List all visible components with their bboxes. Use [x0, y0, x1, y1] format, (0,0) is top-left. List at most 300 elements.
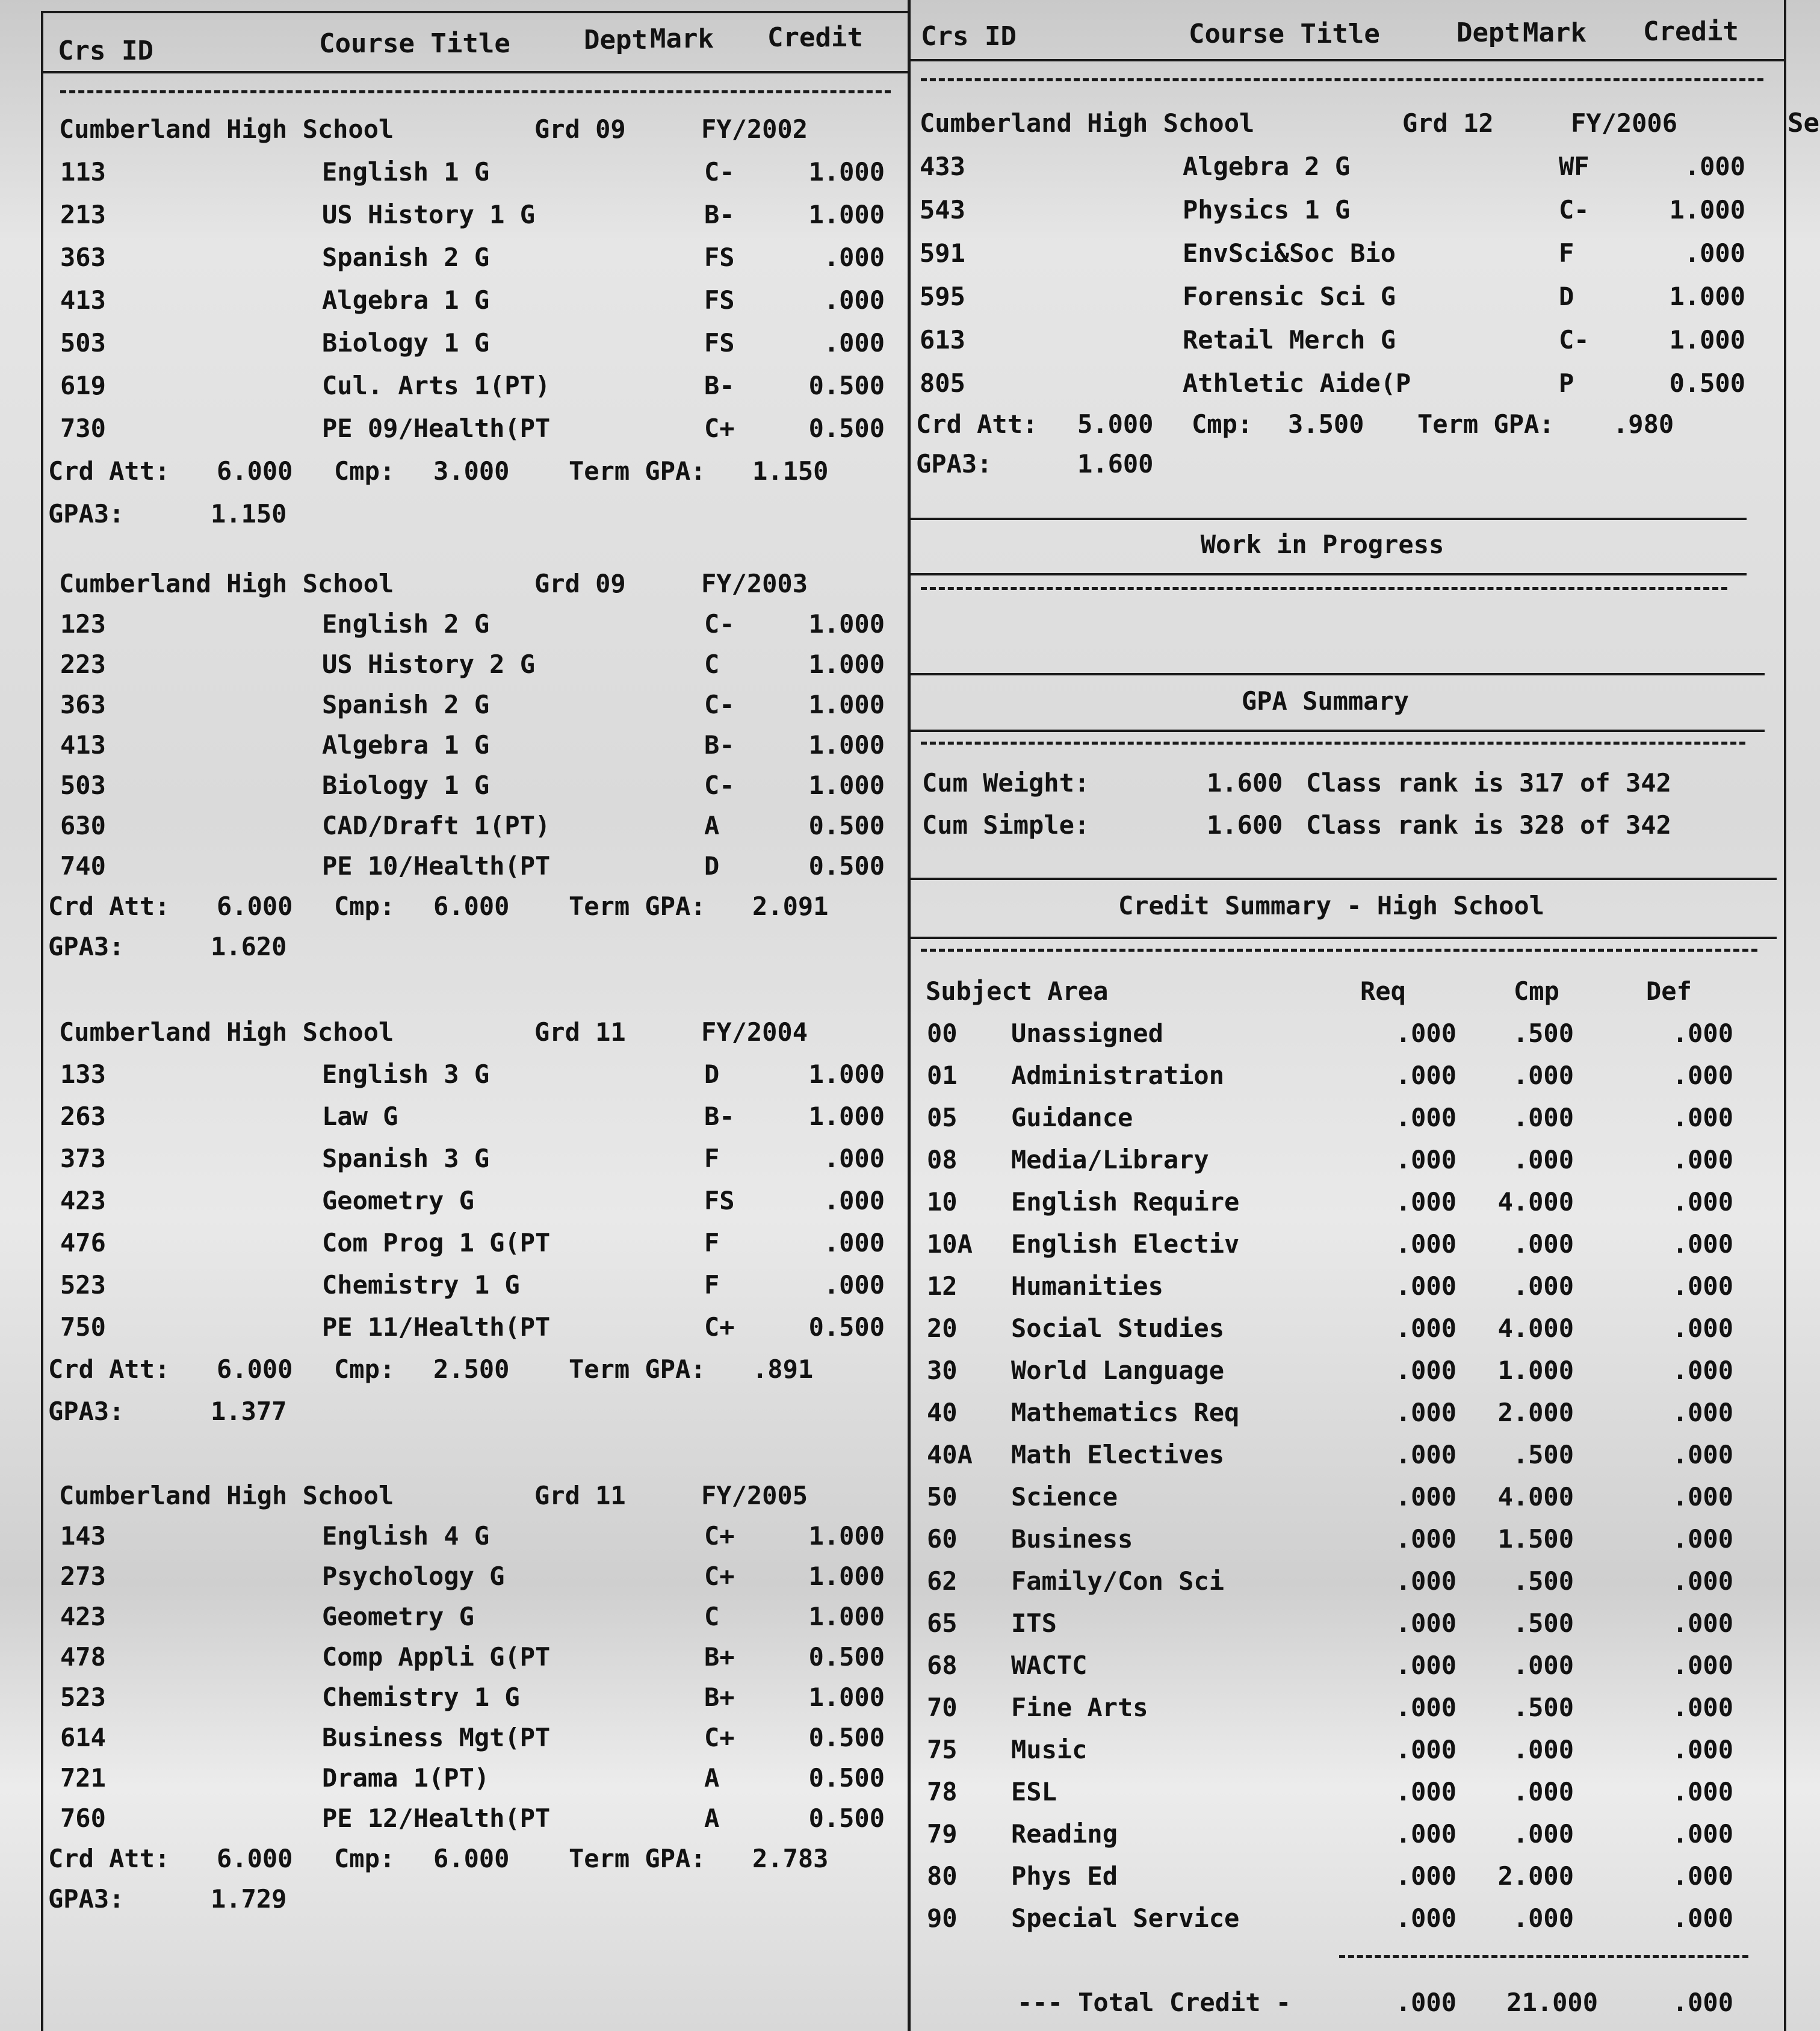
course-credit: 1.000: [808, 1561, 885, 1591]
course-id: 523: [60, 1682, 106, 1712]
term-gpa3: 1.150: [211, 499, 287, 529]
course-credit: 1.000: [808, 730, 885, 760]
course-mark: C-: [1559, 325, 1589, 355]
course-mark: P: [1559, 368, 1574, 398]
credit-row-name: Reading: [1011, 1819, 1118, 1849]
wip-title: Work in Progress: [1200, 530, 1444, 559]
header-credit-right: Credit: [1643, 16, 1739, 47]
term-school: Cumberland High School: [920, 108, 1255, 138]
course-credit: 1.000: [1669, 282, 1745, 311]
credit-row-cmp: .500: [1512, 1440, 1574, 1469]
credit-row-code: 78: [927, 1777, 958, 1806]
credit-row-req: .000: [1395, 1903, 1456, 1933]
credit-row-def: .000: [1672, 1777, 1733, 1806]
course-mark: C: [704, 650, 720, 679]
gpa-dash-rule: [921, 742, 1745, 745]
credit-row-req: .000: [1395, 1313, 1456, 1343]
credit-row-def: .000: [1672, 1145, 1733, 1174]
term-year: FY/2003: [701, 569, 808, 598]
credit-row-def: .000: [1672, 1440, 1733, 1469]
term-gpa: .980: [1613, 409, 1674, 439]
credit-row-name: WACTC: [1011, 1651, 1088, 1680]
term-crd-att: 6.000: [217, 1844, 293, 1873]
course-title: Chemistry 1 G: [322, 1270, 520, 1300]
course-title: Business Mgt(PT: [322, 1723, 551, 1752]
credit-row-code: 12: [927, 1271, 958, 1301]
course-mark: F: [704, 1270, 720, 1300]
course-mark: C+: [704, 1723, 735, 1752]
credit-row-name: Guidance: [1011, 1103, 1133, 1132]
course-title: Psychology G: [322, 1561, 505, 1591]
term-gpa3: 1.729: [211, 1884, 287, 1914]
course-title: Biology 1 G: [322, 328, 490, 358]
term-gpa-label: Term GPA:: [569, 1844, 706, 1873]
credit-row-def: .000: [1672, 1061, 1733, 1090]
left-header-top-rule: [41, 11, 908, 13]
credit-row-req: .000: [1395, 1651, 1456, 1680]
term-gpa: 1.150: [752, 456, 829, 486]
term-year: FY/2006: [1571, 108, 1678, 138]
course-title: PE 09/Health(PT: [322, 414, 551, 443]
course-id: 630: [60, 811, 106, 840]
course-credit: 1.000: [808, 771, 885, 800]
gpa-bottom-rule: [910, 730, 1765, 732]
course-credit: 1.000: [808, 690, 885, 719]
course-title: PE 10/Health(PT: [322, 851, 551, 881]
credit-row-def: .000: [1672, 1903, 1733, 1933]
course-mark: D: [704, 851, 720, 881]
course-credit: .000: [823, 328, 885, 358]
course-title: Drama 1(PT): [322, 1763, 490, 1793]
gpa-row-rank: Class rank is 328 of 342: [1306, 810, 1671, 840]
course-credit: 0.500: [808, 1763, 885, 1793]
left-border: [41, 11, 43, 2031]
credit-col-req: Req: [1360, 976, 1406, 1006]
credit-row-name: ITS: [1011, 1608, 1057, 1638]
course-id: 503: [60, 771, 106, 800]
credit-row-code: 40A: [927, 1440, 973, 1469]
credit-row-code: 10: [927, 1187, 958, 1217]
term-grade: Grd 09: [534, 114, 626, 144]
credit-row-name: Business: [1011, 1524, 1133, 1554]
term-school: Cumberland High School: [59, 1017, 394, 1047]
credit-total-req: .000: [1395, 1988, 1456, 2017]
course-credit: 0.500: [808, 1803, 885, 1833]
credit-row-def: .000: [1672, 1651, 1733, 1680]
credit-total-cmp: 21.000: [1506, 1988, 1598, 2017]
term-year: FY/2005: [701, 1481, 808, 1510]
credit-row-cmp: 1.500: [1497, 1524, 1574, 1554]
course-credit: .000: [823, 1144, 885, 1173]
course-mark: B+: [704, 1642, 735, 1672]
credit-row-def: .000: [1672, 1398, 1733, 1427]
course-title: Spanish 2 G: [322, 690, 490, 719]
course-mark: C-: [704, 771, 735, 800]
right-edge-fragment: Se: [1788, 108, 1819, 138]
course-credit: 1.000: [808, 1682, 885, 1712]
course-mark: D: [1559, 282, 1574, 311]
credit-row-code: 40: [927, 1398, 958, 1427]
credit-summary-title: Credit Summary - High School: [1118, 891, 1544, 920]
course-mark: B-: [704, 371, 735, 400]
credit-row-name: Social Studies: [1011, 1313, 1225, 1343]
term-gpa: .891: [752, 1354, 814, 1384]
term-gpa3: 1.600: [1077, 449, 1154, 479]
credit-col-subject: Subject Area: [926, 976, 1109, 1006]
credit-row-cmp: 4.000: [1497, 1313, 1574, 1343]
credit-row-name: Music: [1011, 1735, 1088, 1764]
course-credit: 1.000: [808, 609, 885, 639]
course-id: 363: [60, 243, 106, 272]
course-mark: FS: [704, 243, 735, 272]
course-title: English 4 G: [322, 1521, 490, 1551]
credit-row-code: 20: [927, 1313, 958, 1343]
gpa-row-value: 1.600: [1207, 768, 1283, 798]
course-credit: 0.500: [808, 1642, 885, 1672]
course-credit: 0.500: [808, 1312, 885, 1342]
course-title: English 1 G: [322, 157, 490, 187]
course-title: PE 12/Health(PT: [322, 1803, 551, 1833]
course-title: Algebra 2 G: [1183, 152, 1351, 181]
credit-col-cmp: Cmp: [1514, 976, 1559, 1006]
course-mark: A: [704, 1803, 720, 1833]
credit-row-def: .000: [1672, 1482, 1733, 1512]
center-divider: [908, 0, 911, 2031]
course-title: Geometry G: [322, 1186, 474, 1215]
credit-row-req: .000: [1395, 1229, 1456, 1259]
course-credit: .000: [823, 1270, 885, 1300]
course-mark: D: [704, 1059, 720, 1089]
course-title: Spanish 3 G: [322, 1144, 490, 1173]
term-gpa3: 1.377: [211, 1397, 287, 1426]
course-id: 423: [60, 1602, 106, 1631]
credit-row-req: .000: [1395, 1566, 1456, 1596]
term-gpa: 2.091: [752, 891, 829, 921]
course-mark: A: [704, 1763, 720, 1793]
course-id: 595: [920, 282, 965, 311]
course-title: Spanish 2 G: [322, 243, 490, 272]
credit-row-code: 68: [927, 1651, 958, 1680]
credit-row-name: Special Service: [1011, 1903, 1240, 1933]
course-id: 223: [60, 650, 106, 679]
course-title: Chemistry 1 G: [322, 1682, 520, 1712]
credit-row-cmp: .000: [1512, 1819, 1574, 1849]
gpa-row-value: 1.600: [1207, 810, 1283, 840]
credit-row-req: .000: [1395, 1019, 1456, 1048]
credit-row-name: Family/Con Sci: [1011, 1566, 1225, 1596]
credit-row-def: .000: [1672, 1187, 1733, 1217]
course-id: 760: [60, 1803, 106, 1833]
course-id: 740: [60, 851, 106, 881]
wip-dash-rule: [921, 587, 1727, 590]
credit-row-name: Humanities: [1011, 1271, 1163, 1301]
credit-row-code: 80: [927, 1861, 958, 1891]
course-credit: .000: [823, 243, 885, 272]
credit-row-code: 05: [927, 1103, 958, 1132]
credit-row-req: .000: [1395, 1398, 1456, 1427]
course-id: 433: [920, 152, 965, 181]
credit-row-def: .000: [1672, 1313, 1733, 1343]
gpa-top-rule: [910, 673, 1765, 675]
term-grade: Grd 11: [534, 1481, 626, 1510]
course-credit: 1.000: [808, 1102, 885, 1131]
term-gpa3-label: GPA3:: [48, 932, 125, 961]
course-title: Biology 1 G: [322, 771, 490, 800]
course-credit: 1.000: [1669, 325, 1745, 355]
credit-row-req: .000: [1395, 1103, 1456, 1132]
credit-row-code: 10A: [927, 1229, 973, 1259]
credit-row-name: Math Electives: [1011, 1440, 1225, 1469]
term-crd-att: 6.000: [217, 456, 293, 486]
course-mark: C+: [704, 1312, 735, 1342]
course-title: Algebra 1 G: [322, 285, 490, 315]
credit-row-code: 50: [927, 1482, 958, 1512]
course-mark: C-: [704, 690, 735, 719]
course-mark: C-: [704, 609, 735, 639]
credit-row-def: .000: [1672, 1735, 1733, 1764]
course-title: English 3 G: [322, 1059, 490, 1089]
course-title: Algebra 1 G: [322, 730, 490, 760]
course-mark: FS: [704, 1186, 735, 1215]
credit-row-cmp: .000: [1512, 1271, 1574, 1301]
credit-row-code: 65: [927, 1608, 958, 1638]
header-dept-right: Dept: [1456, 17, 1520, 48]
term-school: Cumberland High School: [59, 569, 394, 598]
header-course-title-right: Course Title: [1189, 19, 1380, 49]
course-credit: 1.000: [808, 650, 885, 679]
course-mark: C+: [704, 1561, 735, 1591]
term-gpa-label: Term GPA:: [569, 456, 706, 486]
course-title: Cul. Arts 1(PT): [322, 371, 551, 400]
term-gpa3-label: GPA3:: [916, 449, 992, 479]
credit-row-cmp: 2.000: [1497, 1861, 1574, 1891]
term-crd-att-label: Crd Att:: [48, 1354, 170, 1384]
credit-row-def: .000: [1672, 1229, 1733, 1259]
credit-row-def: .000: [1672, 1103, 1733, 1132]
course-mark: FS: [704, 285, 735, 315]
credit-row-cmp: .500: [1512, 1608, 1574, 1638]
course-credit: 1.000: [808, 200, 885, 229]
term-grade: Grd 12: [1402, 108, 1494, 138]
term-cmp: 3.500: [1288, 409, 1364, 439]
credit-row-cmp: 1.000: [1497, 1356, 1574, 1385]
term-gpa-label: Term GPA:: [569, 1354, 706, 1384]
course-id: 478: [60, 1642, 106, 1672]
left-header-bottom-rule: [41, 71, 908, 73]
term-cmp-label: Cmp:: [334, 456, 395, 486]
credit-row-name: English Electiv: [1011, 1229, 1240, 1259]
credit-row-def: .000: [1672, 1861, 1733, 1891]
course-mark: FS: [704, 328, 735, 358]
credit-row-cmp: 4.000: [1497, 1482, 1574, 1512]
credit-row-def: .000: [1672, 1566, 1733, 1596]
course-mark: F: [1559, 238, 1574, 268]
credit-row-code: 01: [927, 1061, 958, 1090]
term-grade: Grd 11: [534, 1017, 626, 1047]
term-year: FY/2004: [701, 1017, 808, 1047]
credit-row-req: .000: [1395, 1608, 1456, 1638]
course-id: 133: [60, 1059, 106, 1089]
course-id: 123: [60, 609, 106, 639]
header-dept: Dept: [584, 25, 648, 55]
course-id: 213: [60, 200, 106, 229]
course-credit: .000: [823, 285, 885, 315]
wip-bottom-rule: [910, 573, 1747, 575]
credit-row-def: .000: [1672, 1019, 1733, 1048]
credit-top-rule: [910, 878, 1777, 880]
course-credit: 1.000: [1669, 195, 1745, 225]
course-mark: C: [704, 1602, 720, 1631]
credit-total-label: --- Total Credit -: [1017, 1988, 1292, 2017]
credit-row-req: .000: [1395, 1271, 1456, 1301]
credit-bottom-rule: [910, 937, 1777, 939]
credit-row-cmp: 4.000: [1497, 1187, 1574, 1217]
term-gpa: 2.783: [752, 1844, 829, 1873]
course-id: 423: [60, 1186, 106, 1215]
term-cmp-label: Cmp:: [334, 1844, 395, 1873]
credit-row-req: .000: [1395, 1440, 1456, 1469]
course-title: EnvSci&Soc Bio: [1183, 238, 1396, 268]
credit-row-def: .000: [1672, 1819, 1733, 1849]
header-mark-right: Mark: [1523, 17, 1586, 48]
term-cmp-label: Cmp:: [334, 1354, 395, 1384]
credit-row-code: 60: [927, 1524, 958, 1554]
course-id: 503: [60, 328, 106, 358]
gpa-row-label: Cum Simple:: [922, 810, 1090, 840]
credit-row-req: .000: [1395, 1061, 1456, 1090]
right-panel-border: [1784, 0, 1786, 2031]
credit-row-cmp: .000: [1512, 1145, 1574, 1174]
credit-row-code: 08: [927, 1145, 958, 1174]
credit-row-name: Fine Arts: [1011, 1693, 1148, 1722]
term-crd-att-label: Crd Att:: [48, 891, 170, 921]
credit-row-def: .000: [1672, 1524, 1733, 1554]
credit-row-name: Phys Ed: [1011, 1861, 1118, 1891]
credit-row-cmp: .500: [1512, 1566, 1574, 1596]
credit-row-code: 62: [927, 1566, 958, 1596]
term-cmp: 3.000: [433, 456, 510, 486]
right-header-dash-rule: [921, 78, 1763, 81]
course-title: Law G: [322, 1102, 398, 1131]
course-title: US History 1 G: [322, 200, 536, 229]
course-mark: C-: [704, 157, 735, 187]
course-id: 750: [60, 1312, 106, 1342]
gpa-row-rank: Class rank is 317 of 342: [1306, 768, 1671, 798]
course-mark: B+: [704, 1682, 735, 1712]
credit-row-code: 00: [927, 1019, 958, 1048]
credit-row-cmp: .000: [1512, 1651, 1574, 1680]
credit-row-def: .000: [1672, 1356, 1733, 1385]
course-title: English 2 G: [322, 609, 490, 639]
credit-row-name: World Language: [1011, 1356, 1225, 1385]
course-id: 523: [60, 1270, 106, 1300]
course-title: Com Prog 1 G(PT: [322, 1228, 551, 1257]
credit-total-dash-rule: [1339, 1955, 1748, 1958]
credit-row-cmp: 2.000: [1497, 1398, 1574, 1427]
term-gpa3: 1.620: [211, 932, 287, 961]
course-credit: .000: [823, 1186, 885, 1215]
credit-row-code: 79: [927, 1819, 958, 1849]
credit-row-req: .000: [1395, 1482, 1456, 1512]
credit-row-req: .000: [1395, 1356, 1456, 1385]
course-credit: 1.000: [808, 1602, 885, 1631]
credit-row-name: Media/Library: [1011, 1145, 1209, 1174]
term-gpa-label: Term GPA:: [1417, 409, 1555, 439]
credit-row-cmp: .000: [1512, 1103, 1574, 1132]
left-header-dash-rule: [60, 90, 891, 93]
course-id: 614: [60, 1723, 106, 1752]
course-id: 619: [60, 371, 106, 400]
course-mark: B-: [704, 200, 735, 229]
credit-row-cmp: .000: [1512, 1777, 1574, 1806]
gpa-summary-title: GPA Summary: [1241, 686, 1410, 716]
credit-row-req: .000: [1395, 1777, 1456, 1806]
credit-row-name: Science: [1011, 1482, 1118, 1512]
course-credit: .000: [823, 1228, 885, 1257]
term-grade: Grd 09: [534, 569, 626, 598]
course-id: 730: [60, 414, 106, 443]
course-id: 476: [60, 1228, 106, 1257]
course-credit: 1.000: [808, 1059, 885, 1089]
credit-row-name: Mathematics Req: [1011, 1398, 1240, 1427]
course-mark: B-: [704, 730, 735, 760]
credit-row-req: .000: [1395, 1693, 1456, 1722]
course-title: US History 2 G: [322, 650, 536, 679]
course-mark: C+: [704, 1521, 735, 1551]
term-gpa3-label: GPA3:: [48, 1884, 125, 1914]
term-cmp-label: Cmp:: [1192, 409, 1253, 439]
credit-row-code: 30: [927, 1356, 958, 1385]
course-title: Forensic Sci G: [1183, 282, 1396, 311]
course-title: Geometry G: [322, 1602, 474, 1631]
course-id: 263: [60, 1102, 106, 1131]
course-id: 721: [60, 1763, 106, 1793]
term-year: FY/2002: [701, 114, 808, 144]
term-crd-att-label: Crd Att:: [48, 1844, 170, 1873]
credit-row-name: ESL: [1011, 1777, 1057, 1806]
credit-row-def: .000: [1672, 1693, 1733, 1722]
term-gpa3-label: GPA3:: [48, 499, 125, 529]
course-title: Physics 1 G: [1183, 195, 1351, 225]
course-credit: 1.000: [808, 1521, 885, 1551]
credit-row-cmp: .500: [1512, 1019, 1574, 1048]
credit-row-req: .000: [1395, 1735, 1456, 1764]
course-id: 413: [60, 730, 106, 760]
course-title: Retail Merch G: [1183, 325, 1396, 355]
credit-row-cmp: .000: [1512, 1061, 1574, 1090]
credit-row-req: .000: [1395, 1861, 1456, 1891]
term-crd-att: 6.000: [217, 891, 293, 921]
course-title: PE 11/Health(PT: [322, 1312, 551, 1342]
course-id: 591: [920, 238, 965, 268]
course-credit: 0.500: [808, 1723, 885, 1752]
course-credit: .000: [1684, 152, 1745, 181]
header-crs-id-right: Crs ID: [921, 21, 1017, 52]
course-mark: F: [704, 1144, 720, 1173]
course-credit: 0.500: [808, 811, 885, 840]
credit-row-req: .000: [1395, 1524, 1456, 1554]
course-credit: 0.500: [808, 851, 885, 881]
term-crd-att-label: Crd Att:: [916, 409, 1038, 439]
course-credit: .000: [1684, 238, 1745, 268]
term-crd-att: 5.000: [1077, 409, 1154, 439]
course-id: 613: [920, 325, 965, 355]
credit-row-req: .000: [1395, 1145, 1456, 1174]
course-id: 363: [60, 690, 106, 719]
course-title: Comp Appli G(PT: [322, 1642, 551, 1672]
course-credit: 0.500: [808, 414, 885, 443]
course-id: 543: [920, 195, 965, 225]
